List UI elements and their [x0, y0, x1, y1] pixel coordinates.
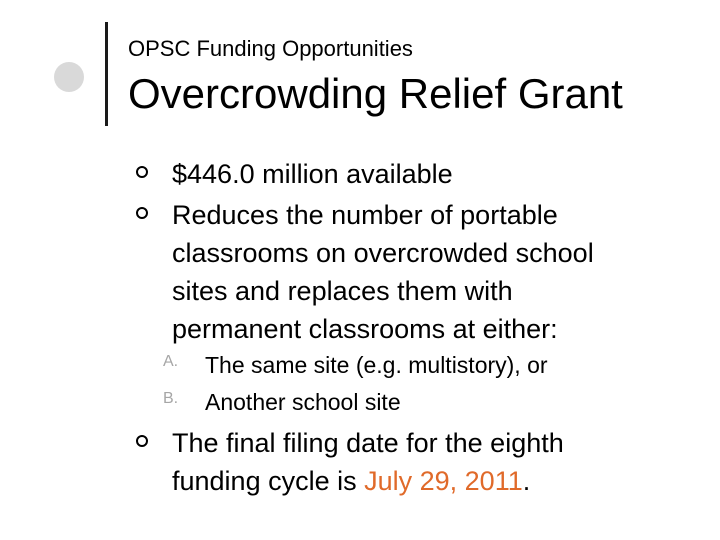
sub-item-marker: A.: [163, 353, 179, 370]
bullet-text: [172, 196, 594, 348]
slide-subtitle: OPSC Funding Opportunities: [128, 36, 413, 61]
sub-item-text: The same site (e.g. multistory), or: [205, 352, 548, 378]
slide-title: Overcrowding Relief Grant: [128, 70, 623, 117]
title-vertical-rule: [105, 22, 108, 126]
title-decoration-dot: [54, 62, 84, 92]
bullet-text: [172, 424, 564, 500]
bullet-text: [172, 155, 453, 193]
bullet-line: Reduces the number of portable: [172, 200, 558, 230]
bullet-line: classrooms on overcrowded school: [172, 238, 594, 268]
circle-bullet-icon: [136, 435, 148, 447]
circle-bullet-icon: [136, 166, 148, 178]
bullet-line: The final filing date for the eighth: [172, 428, 564, 458]
bullet-line-suffix: .: [522, 466, 531, 496]
sub-item-marker: B.: [163, 390, 179, 407]
bullet-line-prefix: funding cycle is: [172, 466, 365, 496]
filing-date: July 29, 2011: [364, 466, 523, 496]
bullet-line: sites and replaces them with: [172, 276, 513, 306]
bullet-line: $446.0 million available: [172, 159, 453, 189]
bullet-line: permanent classrooms at either:: [172, 314, 558, 344]
circle-bullet-icon: [136, 207, 148, 219]
sub-item-text: Another school site: [205, 389, 401, 415]
bullet-line: [172, 462, 564, 500]
